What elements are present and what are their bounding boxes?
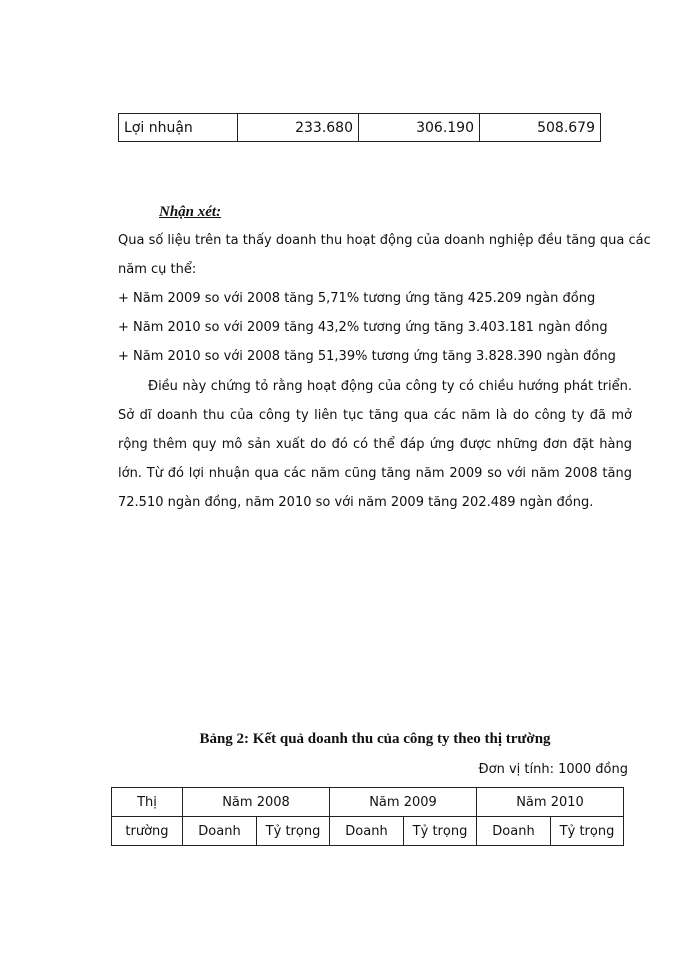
profit-table bbox=[118, 113, 601, 142]
list-item: + Năm 2010 so với 2009 tăng 43,2% tương ứng tăng 3.403.181 ngàn đồng bbox=[118, 320, 608, 335]
header-share: Tỷ trọng bbox=[257, 817, 330, 846]
list-item: + Năm 2009 so với 2008 tăng 5,71% tương ứng tăng 425.209 ngàn đồng bbox=[118, 291, 596, 306]
header-market-bottom: trường bbox=[112, 817, 183, 846]
header-year-2009: Năm 2009 bbox=[330, 788, 477, 817]
header-share: Tỷ trọng bbox=[551, 817, 624, 846]
profit-2010: 508.679 bbox=[480, 114, 601, 142]
profit-label: Lợi nhuận bbox=[119, 114, 238, 142]
intro-line-2: năm cụ thể: bbox=[118, 262, 197, 277]
unit-label: Đơn vị tính: 1000 đồng bbox=[478, 762, 628, 777]
table-row bbox=[119, 114, 601, 142]
remarks-heading: Nhận xét: bbox=[159, 204, 222, 220]
profit-2008: 233.680 bbox=[238, 114, 359, 142]
header-revenue: Doanh bbox=[330, 817, 404, 846]
table-header-row bbox=[112, 788, 624, 817]
list-item: + Năm 2010 so với 2008 tăng 51,39% tương ứng tăng 3.828.390 ngàn đồng bbox=[118, 349, 616, 364]
analysis-paragraph: Điều này chứng tỏ rằng hoạt động của công ty có chiều hướng phát triển. Sở dĩ doanh thu của công ty liên tục tăng qua các năm là do công ty đã mở rộng thêm quy mô sản xuất do đó có thể đáp ứng được những đơn đặt hàng lớn. Từ đó lợi nhuận qua các năm cũng tăng năm 2009 so với năm 2008 tăng 72.510 ngàn đồng, năm 2010 so với năm 2009 tăng 202.489 ngàn đồng. bbox=[118, 379, 632, 510]
header-year-2008: Năm 2008 bbox=[183, 788, 330, 817]
header-revenue: Doanh bbox=[477, 817, 551, 846]
header-revenue: Doanh bbox=[183, 817, 257, 846]
header-market-top: Thị bbox=[112, 788, 183, 817]
header-share: Tỷ trọng bbox=[404, 817, 477, 846]
market-revenue-table bbox=[111, 787, 624, 846]
profit-2009: 306.190 bbox=[359, 114, 480, 142]
intro-line-1: Qua số liệu trên ta thấy doanh thu hoạt động của doanh nghiệp đều tăng qua các bbox=[118, 233, 651, 248]
header-year-2010: Năm 2010 bbox=[477, 788, 624, 817]
table-subheader-row bbox=[112, 817, 624, 846]
table-2-title: Bảng 2: Kết quả doanh thu của công ty theo thị trường bbox=[199, 731, 551, 747]
